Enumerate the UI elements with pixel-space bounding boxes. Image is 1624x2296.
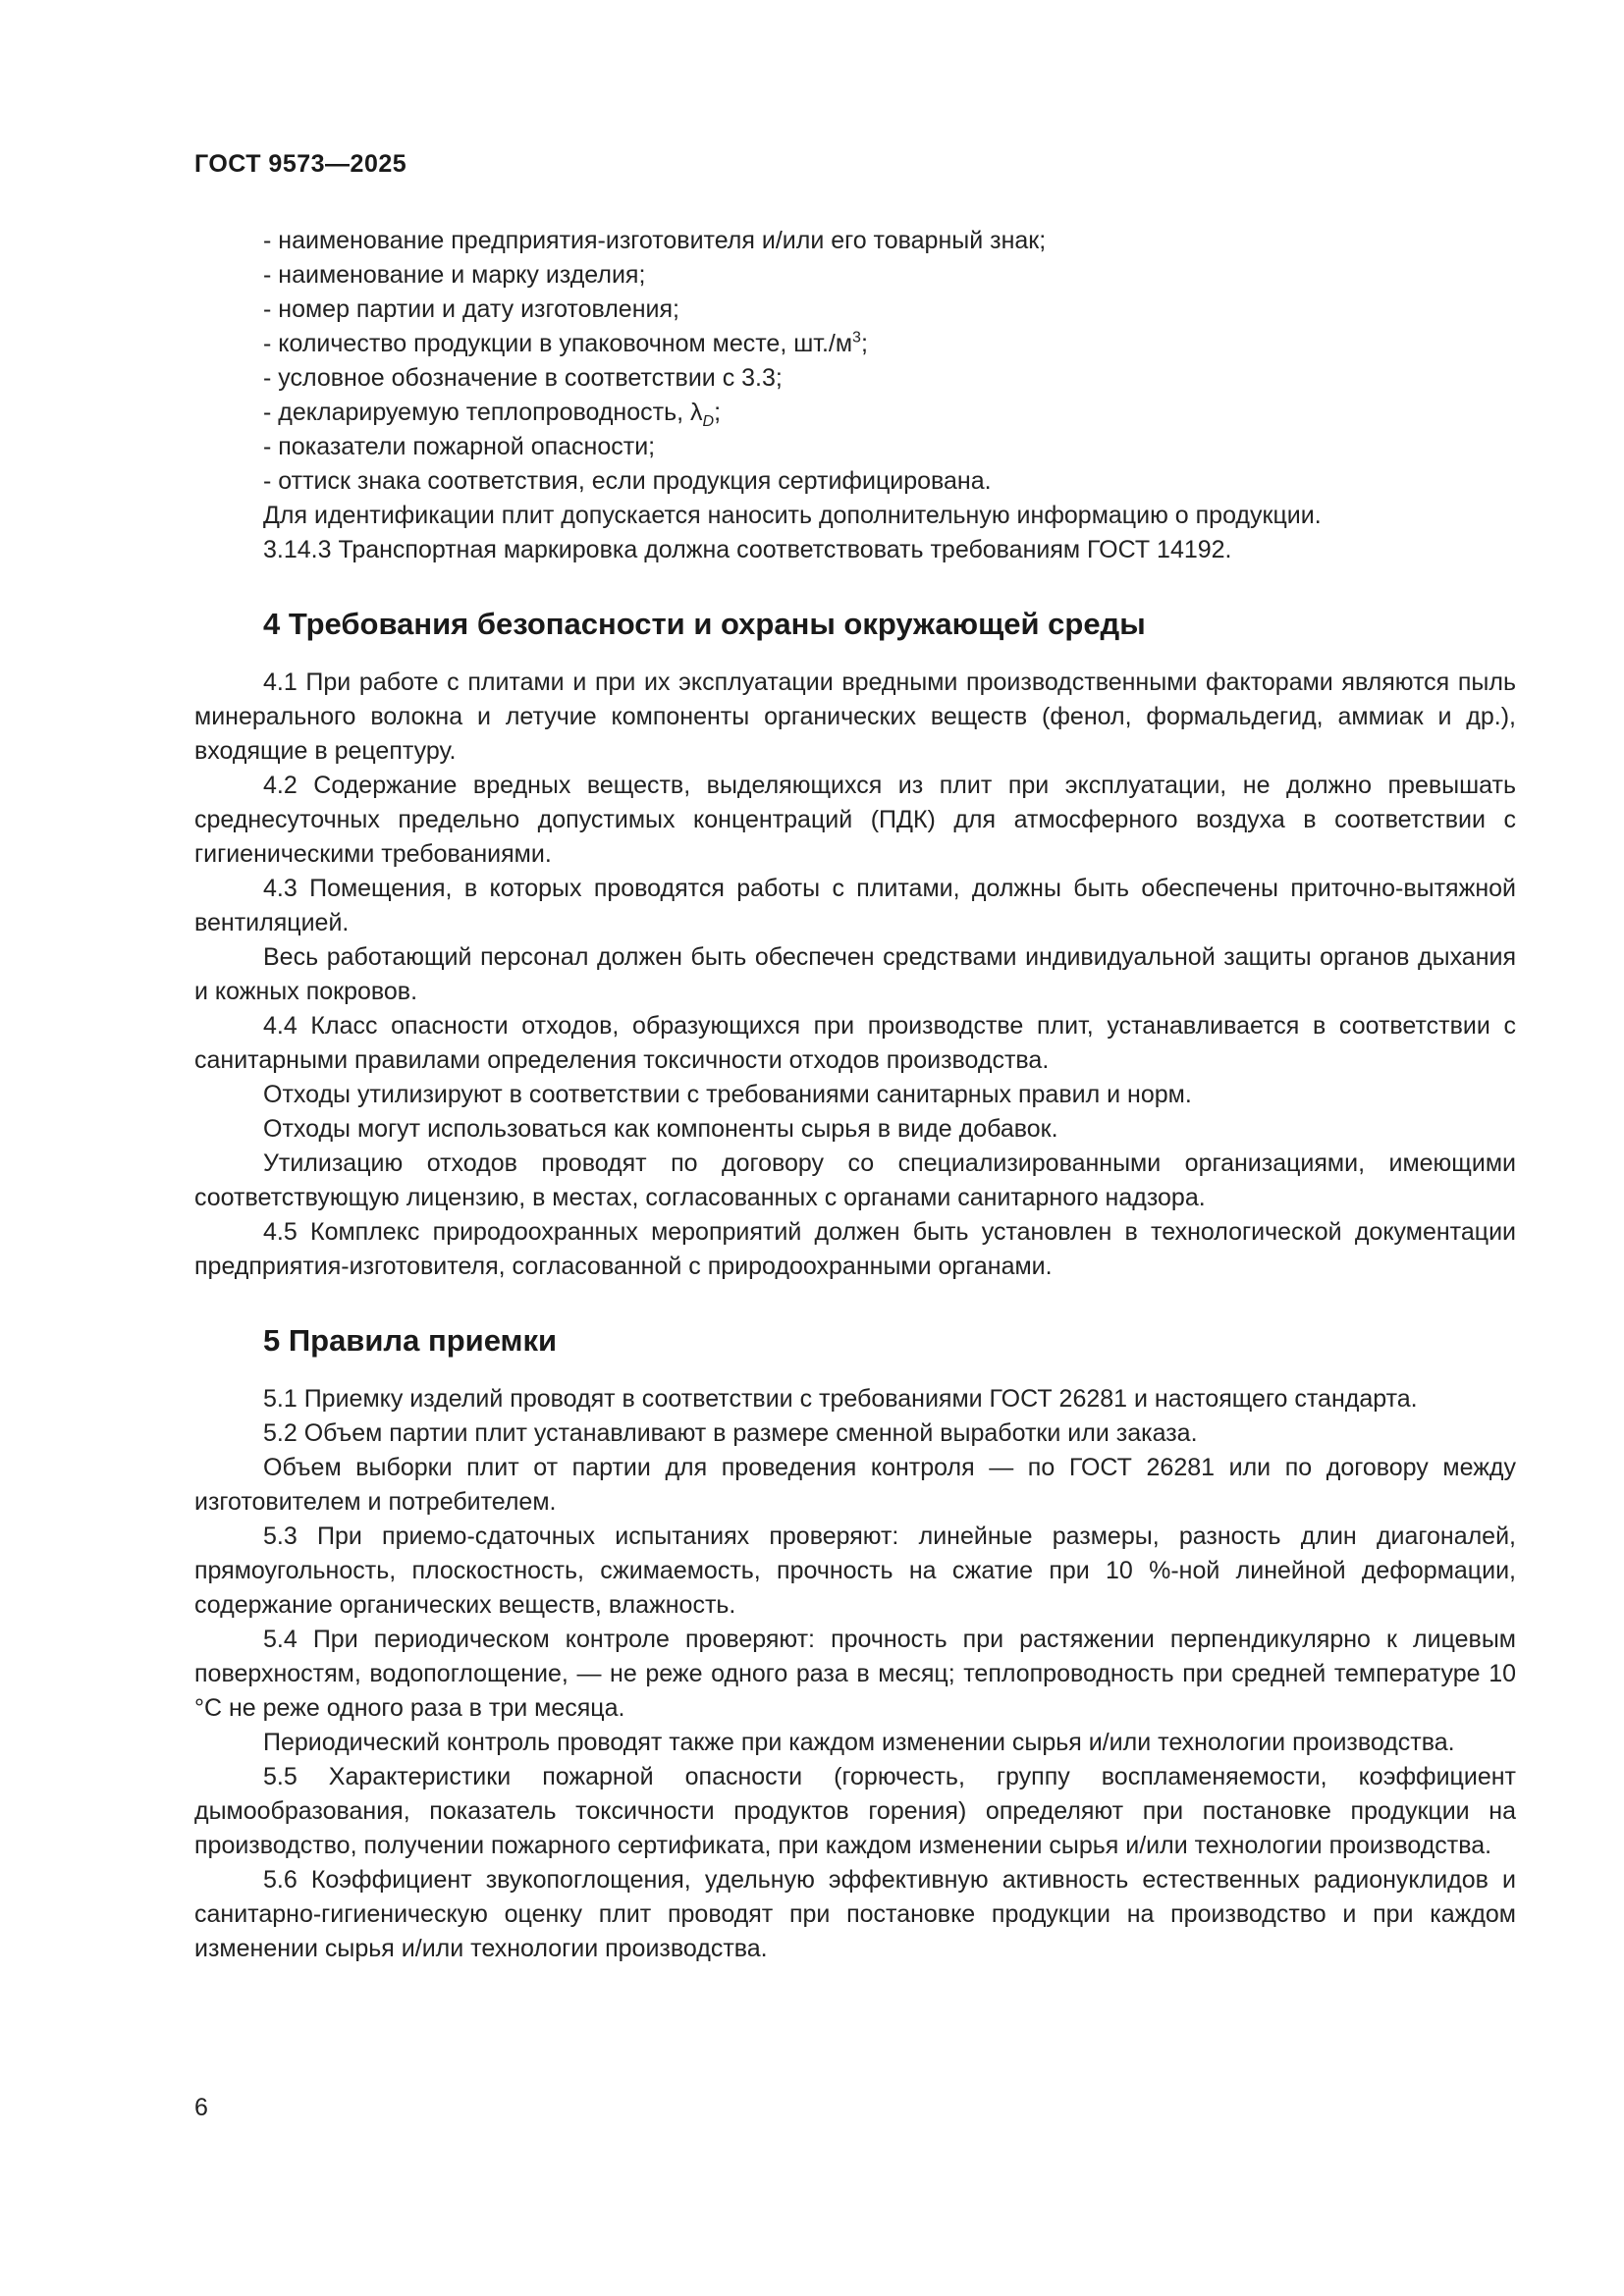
paragraph: 5.2 Объем партии плит устанавливают в размере сменной выработки или заказа. (263, 1419, 1198, 1447)
paragraph: Утилизацию отходов проводят по договору со специализированными организациями, имеющими соответствующую лицензию, в местах, согласованных с органами санитарного надзора. (194, 1149, 1516, 1211)
list-item: - условное обозначение в соответствии с 3.3; (263, 364, 783, 392)
list-item-text: - количество продукции в упаковочном месте, шт./м (263, 330, 853, 357)
paragraph: Отходы могут использоваться как компоненты сырья в виде добавок. (263, 1115, 1058, 1143)
list-item: - оттиск знака соответствия, если продукция сертифицирована. (263, 467, 992, 495)
paragraph: 5.3 При приемо-сдаточных испытаниях проверяют: линейные размеры, разность длин диагоналей, прямоугольность, плоскостность, сжимаемость, прочность на сжатие при 10 %-ной линейной деформации, содержание органических веществ, влажность. (194, 1522, 1516, 1619)
paragraph: 5.5 Характеристики пожарной опасности (горючесть, группу воспламеняемости, коэффициент дымообразования, показатель токсичности продуктов горения) определяют при постановке продукции на производство, получении пожарного сертификата, при каждом изменении сырья и/или технологии производства. (194, 1763, 1516, 1859)
page-number: 6 (194, 2094, 208, 2121)
paragraph: 4.5 Комплекс природоохранных мероприятий должен быть установлен в технологической документации предприятия-изготовителя, согласованной с природоохранными органами. (194, 1218, 1516, 1280)
paragraph: 4.1 При работе с плитами и при их эксплуатации вредными производственными факторами являются пыль минерального волокна и летучие компоненты органических веществ (фенол, формальдегид, аммиак и др.), входящие в рецептуру. (194, 668, 1516, 765)
paragraph: Отходы утилизируют в соответствии с требованиями санитарных правил и норм. (263, 1081, 1192, 1108)
list-item: - показатели пожарной опасности; (263, 433, 656, 460)
paragraph: Для идентификации плит допускается наносить дополнительную информацию о продукции. (263, 502, 1322, 529)
section-4-title: 4 Требования безопасности и охраны окружающей среды (263, 607, 1146, 641)
paragraph: Весь работающий персонал должен быть обеспечен средствами индивидуальной защиты органов дыхания и кожных покровов. (194, 943, 1516, 1005)
list-item: - наименование и марку изделия; (263, 261, 646, 289)
paragraph: 5.4 При периодическом контроле проверяют: прочность при растяжении перпендикулярно к лицевым поверхностям, водопоглощение, — не реже одного раза в месяц; теплопроводность при средней температуре 10 °С не реже одного раза в три месяца. (194, 1626, 1516, 1722)
superscript: 3 (852, 329, 861, 347)
subscript: D (702, 413, 715, 430)
paragraph: 4.3 Помещения, в которых проводятся работы с плитами, должны быть обеспечены приточно-вытяжной вентиляцией. (194, 875, 1516, 936)
list-item-tail: ; (860, 330, 868, 357)
list-item: - наименование предприятия-изготовителя и/или его товарный знак; (263, 227, 1047, 254)
paragraph: Объем выборки плит от партии для проведения контроля — по ГОСТ 26281 или по договору между изготовителем и потребителем. (194, 1454, 1516, 1516)
paragraph: 5.6 Коэффициент звукопоглощения, удельную эффективную активность естественных радионуклидов и санитарно-гигиеническую оценку плит проводят при постановке продукции на производство и при каждом изменении сырья и/или технологии производства. (194, 1866, 1516, 1962)
list-item-tail: ; (714, 399, 722, 426)
list-item (263, 396, 1516, 430)
marking-list (194, 224, 1516, 499)
page-content (194, 224, 1516, 1966)
document-code: ГОСТ 9573—2025 (194, 150, 407, 178)
list-item: - номер партии и дату изготовления; (263, 295, 679, 323)
paragraph: 4.4 Класс опасности отходов, образующихся при производстве плит, устанавливается в соответствии с санитарными правилами определения токсичности отходов производства. (194, 1012, 1516, 1074)
paragraph: 3.14.3 Транспортная маркировка должна соответствовать требованиям ГОСТ 14192. (263, 536, 1232, 563)
section-5-title: 5 Правила приемки (263, 1323, 558, 1358)
paragraph: Периодический контроль проводят также при каждом изменении сырья и/или технологии производства. (263, 1729, 1455, 1756)
paragraph: 5.1 Приемку изделий проводят в соответствии с требованиями ГОСТ 26281 и настоящего стандарта. (263, 1385, 1418, 1413)
list-item (263, 327, 1516, 361)
paragraph: 4.2 Содержание вредных веществ, выделяющихся из плит при эксплуатации, не должно превышать среднесуточных предельно допустимых концентраций (ПДК) для атмосферного воздуха в соответствии с гигиеническими требованиями. (194, 772, 1516, 868)
list-item-text: - декларируемую теплопроводность, λ (263, 399, 703, 426)
